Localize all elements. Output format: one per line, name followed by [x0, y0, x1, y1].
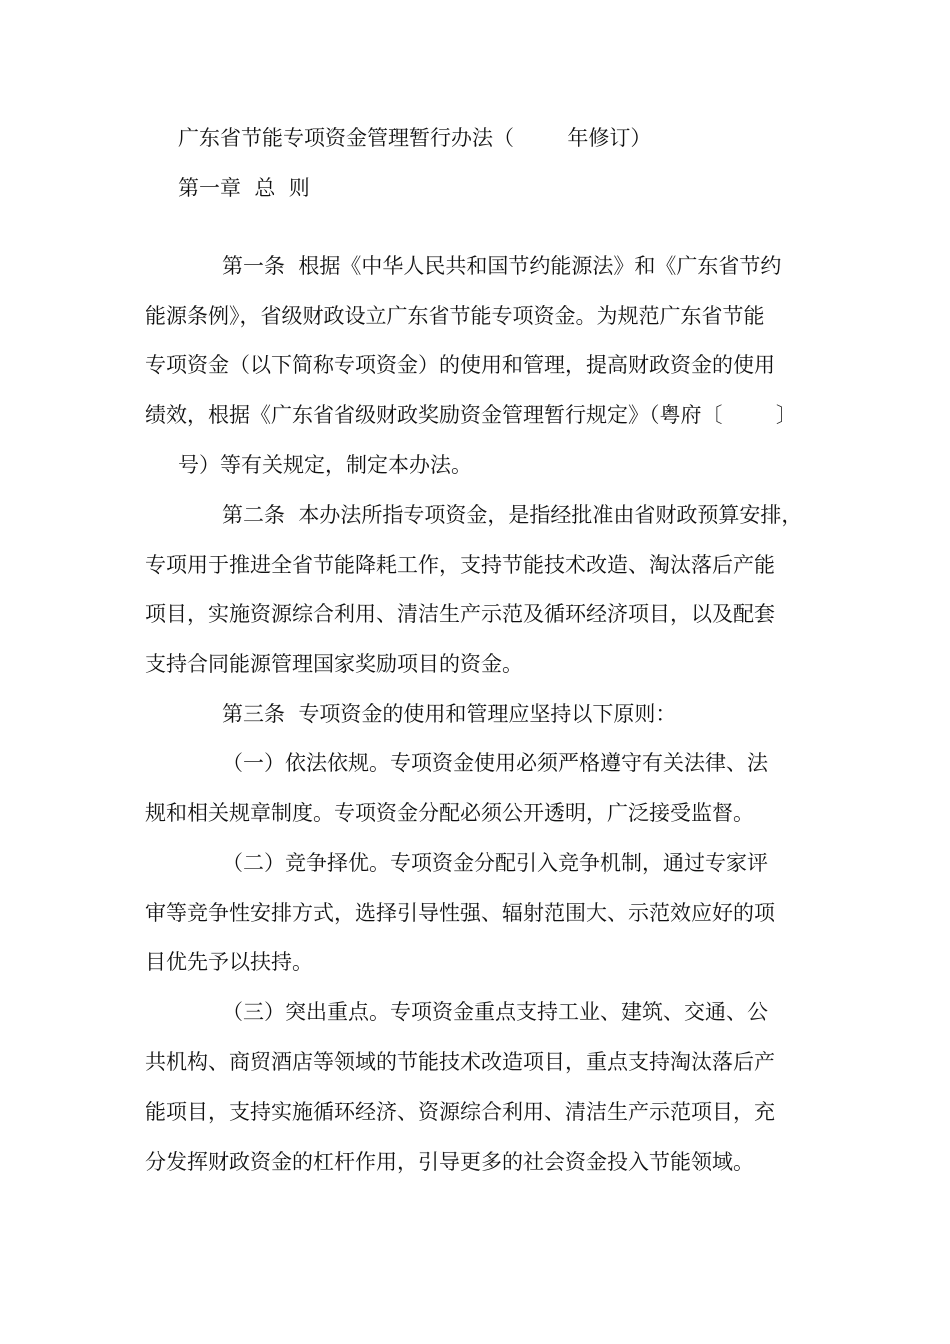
article-1-line-1: 第一条 根据《中华人民共和国节约能源法》和《广东省节约: [222, 254, 782, 278]
article-1-line-4: 绩效，根据《广东省省级财政奖励资金管理暂行规定》（粤府〔 〕: [145, 403, 797, 427]
article-2-line-4: 支持合同能源管理国家奖励项目的资金。: [145, 652, 523, 676]
article-2-line-3: 项目，实施资源综合利用、清洁生产示范及循环经济项目，以及配套: [145, 602, 775, 626]
principle-1-line-2: 规和相关规章制度。专项资金分配必须公开透明，广泛接受监督。: [145, 801, 754, 825]
principle-3-line-1: （三）突出重点。专项资金重点支持工业、建筑、交通、公: [222, 1000, 768, 1024]
principle-2-line-3: 目优先予以扶持。: [145, 950, 313, 974]
article-1-line-5: 号）等有关规定，制定本办法。: [178, 453, 472, 477]
document-title: 广东省节能专项资金管理暂行办法（ 年修订）: [178, 126, 652, 150]
principle-1-line-1: （一）依法依规。专项资金使用必须严格遵守有关法律、法: [222, 751, 768, 775]
principle-3-line-2: 共机构、商贸酒店等领域的节能技术改造项目，重点支持淘汰落后产: [145, 1050, 775, 1074]
article-1-line-2: 能源条例》，省级财政设立广东省节能专项资金。为规范广东省节能: [145, 304, 765, 328]
principle-3-line-3: 能项目，支持实施循环经济、资源综合利用、清洁生产示范项目，充: [145, 1100, 775, 1124]
principle-2-line-2: 审等竞争性安排方式，选择引导性强、辐射范围大、示范效应好的项: [145, 901, 775, 925]
article-1-line-3: 专项资金（以下简称专项资金）的使用和管理，提高财政资金的使用: [145, 353, 775, 377]
article-2-line-2: 专项用于推进全省节能降耗工作，支持节能技术改造、淘汰落后产能: [145, 553, 775, 577]
article-3-line-1: 第三条 专项资金的使用和管理应坚持以下原则：: [222, 702, 677, 726]
article-2-line-1: 第二条 本办法所指专项资金，是指经批准由省财政预算安排，: [222, 503, 803, 527]
principle-3-line-4: 分发挥财政资金的杠杆作用，引导更多的社会资金投入节能领域。: [145, 1150, 754, 1174]
chapter-heading: 第一章 总 则: [178, 176, 310, 200]
principle-2-line-1: （二）竞争择优。专项资金分配引入竞争机制，通过专家评: [222, 851, 768, 875]
